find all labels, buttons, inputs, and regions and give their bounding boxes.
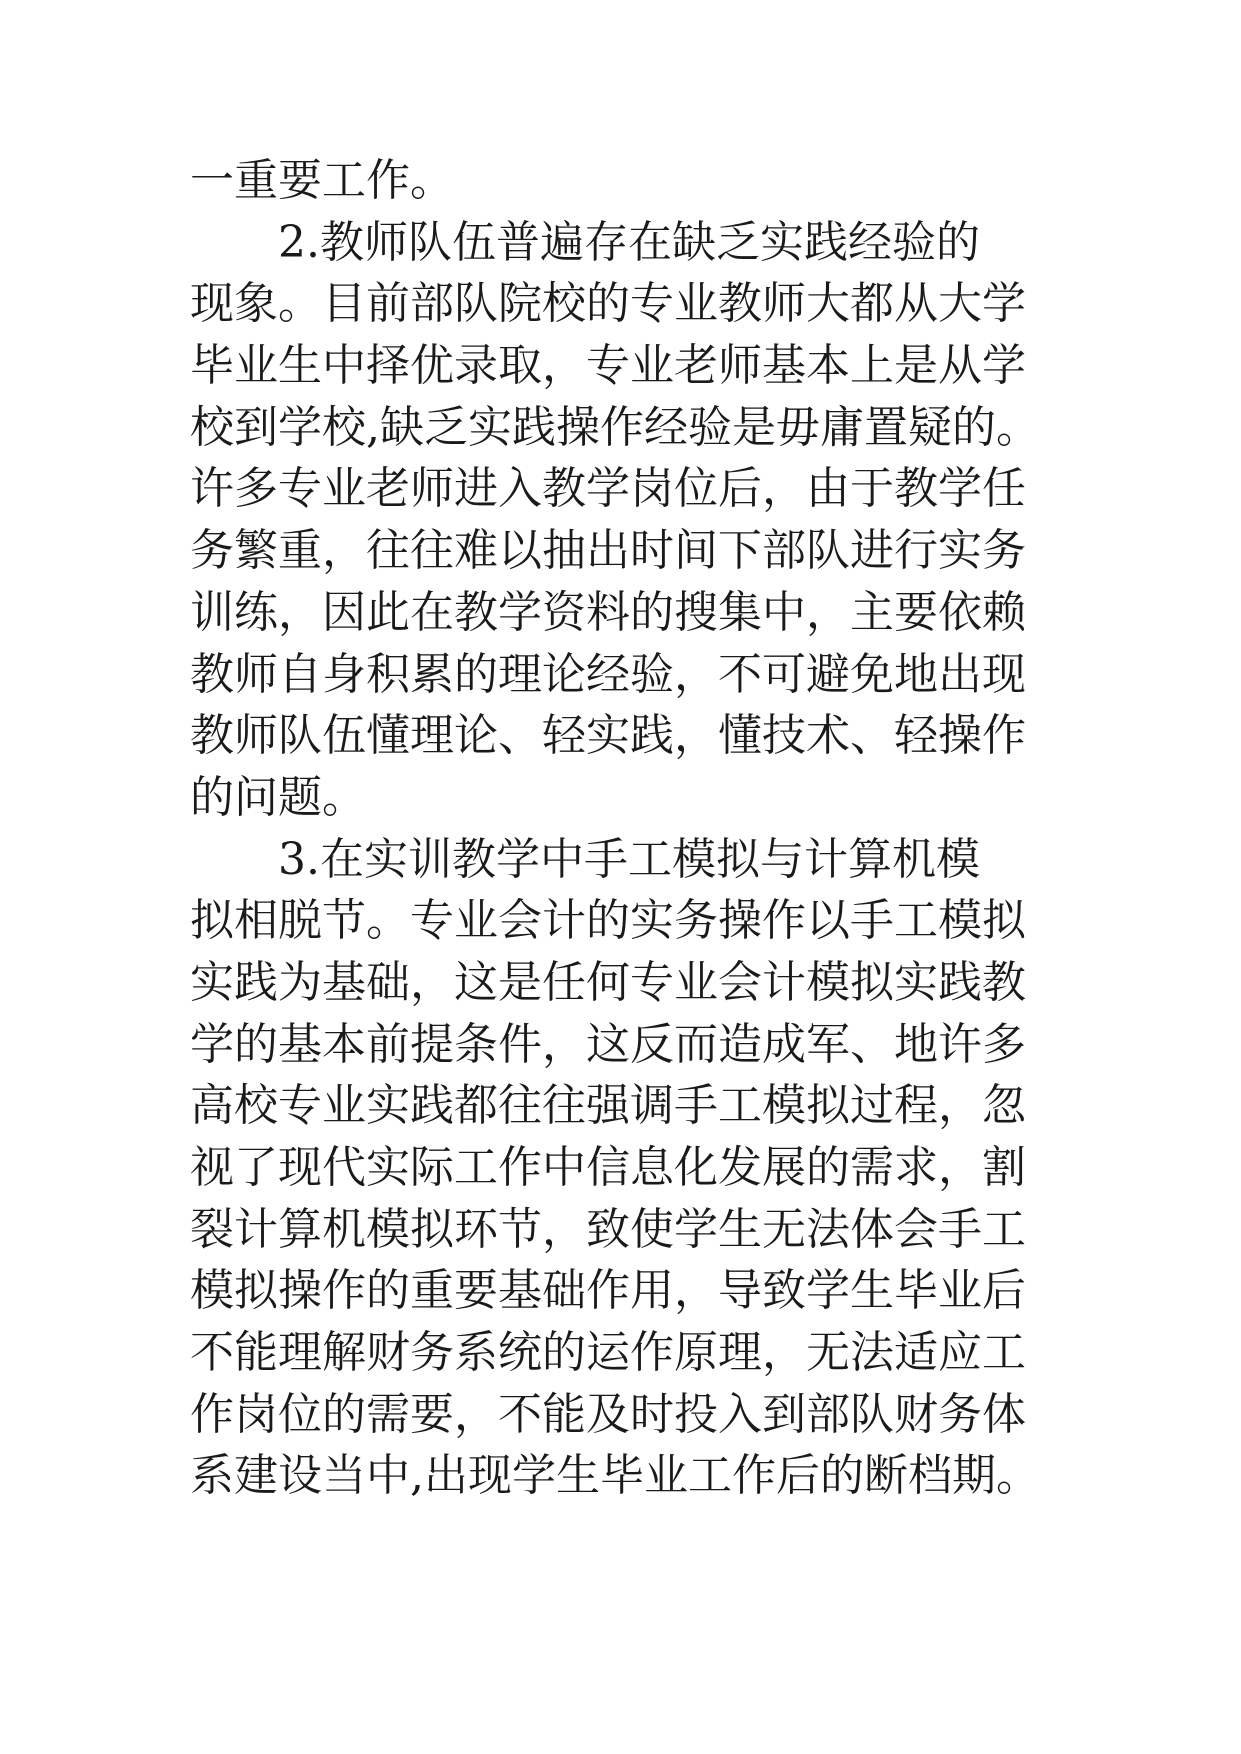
text-line: 实践为基础，这是任何专业会计模拟实践教 [190,956,1026,1008]
text-line: 教师队伍懂理论、轻实践，懂技术、轻操作 [190,710,1026,762]
text-line: 训练，因此在教学资料的搜集中，主要依赖 [190,586,1026,638]
text-line: 系建设当中,出现学生毕业工作后的断档期。 [190,1450,1040,1502]
text-line: 一重要工作。 [190,155,454,206]
text-line: 高校专业实践都往往强调手工模拟过程，忽 [190,1080,1026,1132]
text-line: 现象。目前部队院校的专业教师大都从大学 [190,278,1026,330]
body-text [190,150,1070,1507]
text-line: 裂计算机模拟环节，致使学生无法体会手工 [190,1203,1026,1255]
text-line: 毕业生中择优录取，专业老师基本上是从学 [190,340,1026,392]
text-line: 作岗位的需要，不能及时投入到部队财务体 [190,1388,1026,1440]
text-line: 视了现代实际工作中信息化发展的需求，割 [190,1142,1026,1193]
paragraph-3-start: 3.在实训教学中手工模拟与计算机模 [278,833,980,885]
text-line: 不能理解财务系统的运作原理，无法适应工 [190,1327,1026,1379]
text-line: 许多专业老师进入教学岗位后，由于教学任 [190,463,1026,515]
text-line: 拟相脱节。专业会计的实务操作以手工模拟 [190,895,1026,947]
paragraph-2-start: 2.教师队伍普遍存在缺乏实践经验的 [278,216,980,268]
text-line: 学的基本前提条件，这反而造成军、地许多 [190,1018,1026,1070]
text-line: 校到学校,缺乏实践操作经验是毋庸置疑的。 [190,401,1040,453]
text-line: 模拟操作的重要基础作用，导致学生毕业后 [190,1265,1026,1317]
text-line: 务繁重，往往难以抽出时间下部队进行实务 [190,525,1026,577]
text-line: 教师自身积累的理论经验，不可避免地出现 [190,648,1026,700]
text-line: 的问题。 [190,771,366,823]
